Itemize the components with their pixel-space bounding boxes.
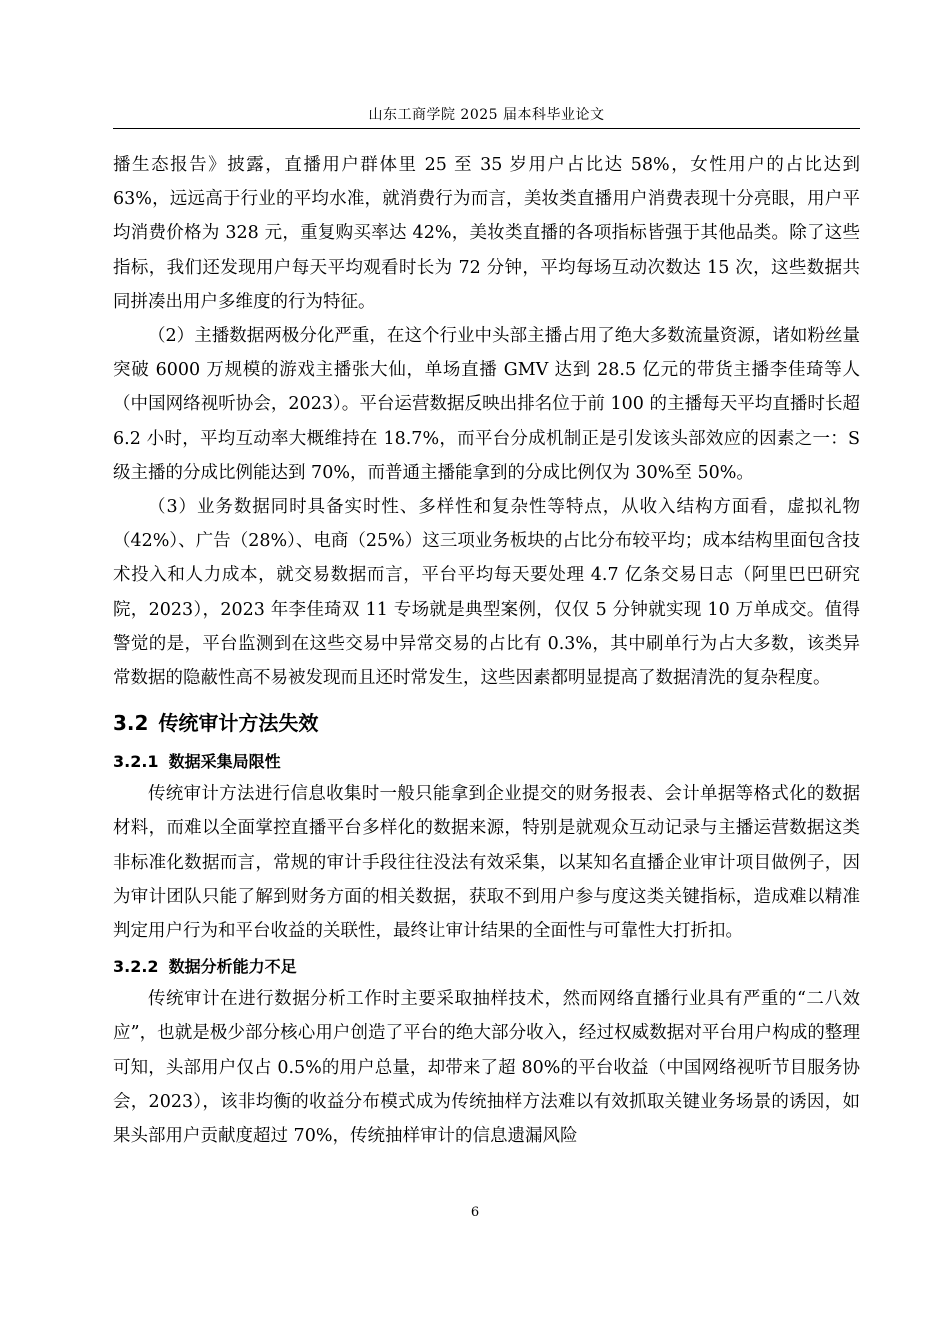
paragraph-data-analysis-limits: 传统审计在进行数据分析工作时主要采取抽样技术，然而网络直播行业具有严重的“二八效应”，也就是极少部分核心用户创造了平台的绝大部分收入，经过权威数据对平台用户构成的整理可知，头部用户仅占 0.5%的用户总量，却带来了超 80%的平台收益（中国网络视听节目服务协会，2023），该非均衡的收益分布模式成为传统抽样方法难以有效抓取关键业务场景的诱因，如果头部用户贡献度超过 70%，传统抽样审计的信息遗漏风险 (113, 989, 860, 1147)
paragraph-user-behavior-continued: 播生态报告》披露，直播用户群体里 25 至 35 岁用户占比达 58%，女性用户的占比达到 63%，远远高于行业的平均水准，就消费行为而言，美妆类直播用户消费表现十分亮眼，用户平均消费价格为 328 元，重复购买率达 42%，美妆类直播的各项指标皆强于其他品类。除了这些指标，我们还发现用户每天平均观看时长为 72 分钟，平均每场互动次数达 15 次，这些数据共同拼凑出用户多维度的行为特征。 (113, 155, 860, 312)
subsection-title: 数据采集局限性 (168, 752, 281, 772)
subsection-heading-3-2-1 (113, 747, 860, 777)
paragraph-data-collection-limits: 传统审计方法进行信息收集时一般只能拿到企业提交的财务报表、会计单据等格式化的数据材料，而难以全面掌控直播平台多样化的数据来源，特别是就观众互动记录与主播运营数据这类非标准化数据而言，常规的审计手段往往没法有效采集，以某知名直播企业审计项目做例子，因为审计团队只能了解到财务方面的相关数据，获取不到用户参与度这类关键指标，造成难以精准判定用户行为和平台收益的关联性，最终让审计结果的全面性与可靠性大打折扣。 (113, 784, 860, 942)
running-header: 山东工商学院 2025 届本科毕业论文 (368, 107, 605, 123)
header-rule (113, 128, 860, 129)
subsection-number: 3.2.1 (113, 752, 159, 772)
page-content (113, 148, 860, 1153)
paragraph-business-data: （3）业务数据同时具备实时性、多样性和复杂性等特点，从收入结构方面看，虚拟礼物（42%）、广告（28%）、电商（25%）这三项业务板块的占比分布较平均；成本结构里面包含技术投入和人力成本，就交易数据而言，平台平均每天要处理 4.7 亿条交易日志（阿里巴巴研究院，2023），2023 年李佳琦双 11 专场就是典型案例，仅仅 5 分钟就实现 10 万单成交。值得警觉的是，平台监测到在这些交易中异常交易的占比有 0.3%，其中刷单行为占大多数，该类异常数据的隐蔽性高不易被发现而且还时常发生，这些因素都明显提高了数据清洗的复杂程度。 (113, 497, 860, 689)
subsection-title: 数据分析能力不足 (168, 957, 297, 977)
section-number: 3.2 (113, 711, 149, 736)
subsection-heading-3-2-2 (113, 952, 860, 982)
paragraph-streamer-data: （2）主播数据两极分化严重，在这个行业中头部主播占用了绝大多数流量资源，诸如粉丝量突破 6000 万规模的游戏主播张大仙，单场直播 GMV 达到 28.5 亿元的带货主播李佳琦等人（中国网络视听协会，2023）。平台运营数据反映出排名位于前 100 的主播每天平均直播时长超 6.2 小时，平均互动率大概维持在 18.7%，而平台分成机制正是引发该头部效应的因素之一：S 级主播的分成比例能达到 70%，而普通主播能拿到的分成比例仅为 30%至 50%。 (113, 326, 860, 483)
subsection-number: 3.2.2 (113, 957, 159, 977)
section-title: 传统审计方法失效 (158, 711, 319, 736)
section-heading-3-2 (113, 703, 860, 743)
page-number: 6 (470, 1205, 480, 1220)
